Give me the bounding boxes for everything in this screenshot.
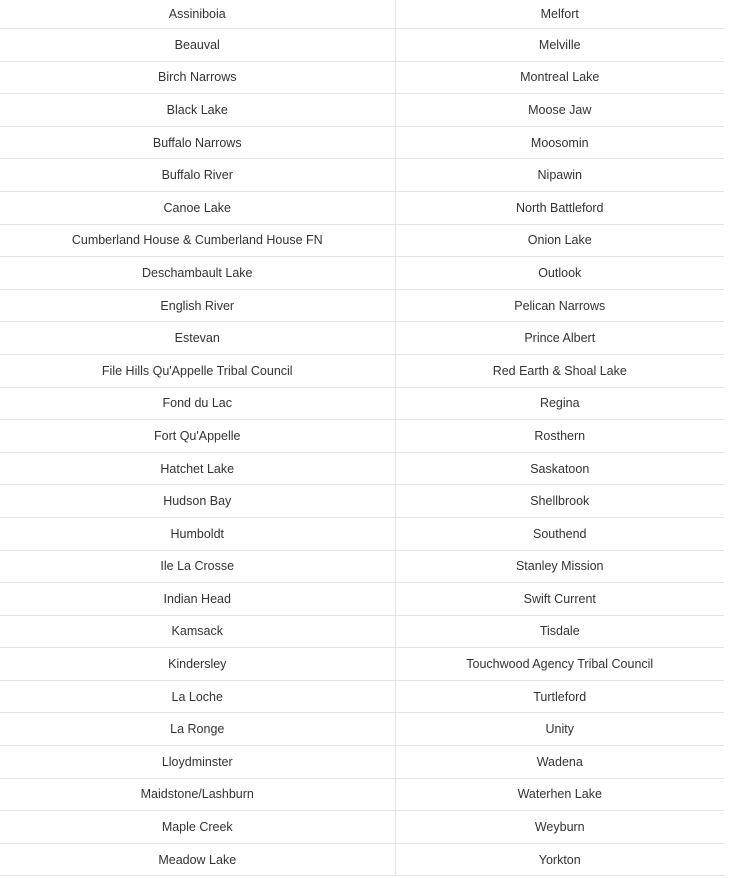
table-row — [0, 29, 724, 62]
location-cell: Wadena — [395, 746, 724, 779]
location-cell: Moose Jaw — [395, 94, 724, 127]
table-row — [0, 485, 724, 518]
table-row — [0, 257, 724, 290]
location-cell: Turtleford — [395, 680, 724, 713]
table-row — [0, 94, 724, 127]
location-cell: Ile La Crosse — [0, 550, 395, 583]
table-row — [0, 224, 724, 257]
location-cell: File Hills Qu'Appelle Tribal Council — [0, 354, 395, 387]
table-row — [0, 550, 724, 583]
location-cell: Canoe Lake — [0, 191, 395, 224]
location-cell: Saskatoon — [395, 452, 724, 485]
location-cell: Pelican Narrows — [395, 289, 724, 322]
location-cell: Touchwood Agency Tribal Council — [395, 648, 724, 681]
location-cell: English River — [0, 289, 395, 322]
location-cell: Weyburn — [395, 811, 724, 844]
location-cell: Lloydminster — [0, 746, 395, 779]
table-row — [0, 648, 724, 681]
location-cell: Kamsack — [0, 615, 395, 648]
location-cell: Birch Narrows — [0, 61, 395, 94]
location-cell: Stanley Mission — [395, 550, 724, 583]
table-row — [0, 289, 724, 322]
table-row — [0, 583, 724, 616]
location-cell: Buffalo Narrows — [0, 126, 395, 159]
location-cell: Hudson Bay — [0, 485, 395, 518]
location-cell: Indian Head — [0, 583, 395, 616]
location-cell: Prince Albert — [395, 322, 724, 355]
location-cell: Meadow Lake — [0, 843, 395, 876]
location-cell: Maidstone/Lashburn — [0, 778, 395, 811]
location-cell: Unity — [395, 713, 724, 746]
location-cell: Montreal Lake — [395, 61, 724, 94]
table-row — [0, 517, 724, 550]
location-cell: Deschambault Lake — [0, 257, 395, 290]
table-row — [0, 191, 724, 224]
location-cell: Southend — [395, 517, 724, 550]
table-row — [0, 387, 724, 420]
location-cell: Humboldt — [0, 517, 395, 550]
location-cell: Shellbrook — [395, 485, 724, 518]
table-row — [0, 126, 724, 159]
location-cell: Hatchet Lake — [0, 452, 395, 485]
table-row — [0, 713, 724, 746]
location-cell: Kindersley — [0, 648, 395, 681]
location-cell: Tisdale — [395, 615, 724, 648]
location-cell: Fort Qu'Appelle — [0, 420, 395, 453]
table-row — [0, 615, 724, 648]
location-cell: Black Lake — [0, 94, 395, 127]
location-cell: Waterhen Lake — [395, 778, 724, 811]
table-row — [0, 778, 724, 811]
location-cell: Onion Lake — [395, 224, 724, 257]
location-cell: Yorkton — [395, 843, 724, 876]
location-cell: La Ronge — [0, 713, 395, 746]
table-row — [0, 322, 724, 355]
table-row — [0, 61, 724, 94]
location-cell: Nipawin — [395, 159, 724, 192]
table-row — [0, 420, 724, 453]
location-cell: Swift Current — [395, 583, 724, 616]
location-cell: Estevan — [0, 322, 395, 355]
table-row — [0, 811, 724, 844]
location-cell: Rosthern — [395, 420, 724, 453]
location-cell: Buffalo River — [0, 159, 395, 192]
table-row — [0, 680, 724, 713]
table-row — [0, 354, 724, 387]
table-row — [0, 843, 724, 876]
location-cell: Beauval — [0, 29, 395, 62]
table-row — [0, 452, 724, 485]
location-cell: Cumberland House & Cumberland House FN — [0, 224, 395, 257]
location-cell: Fond du Lac — [0, 387, 395, 420]
location-cell: Red Earth & Shoal Lake — [395, 354, 724, 387]
location-cell: Melville — [395, 29, 724, 62]
location-cell: Melfort — [395, 0, 724, 29]
location-cell: Maple Creek — [0, 811, 395, 844]
location-cell: Assiniboia — [0, 0, 395, 29]
table-row — [0, 0, 724, 29]
location-cell: Outlook — [395, 257, 724, 290]
location-cell: La Loche — [0, 680, 395, 713]
table-row — [0, 746, 724, 779]
location-cell: Moosomin — [395, 126, 724, 159]
location-cell: Regina — [395, 387, 724, 420]
location-cell: North Battleford — [395, 191, 724, 224]
table-row — [0, 159, 724, 192]
